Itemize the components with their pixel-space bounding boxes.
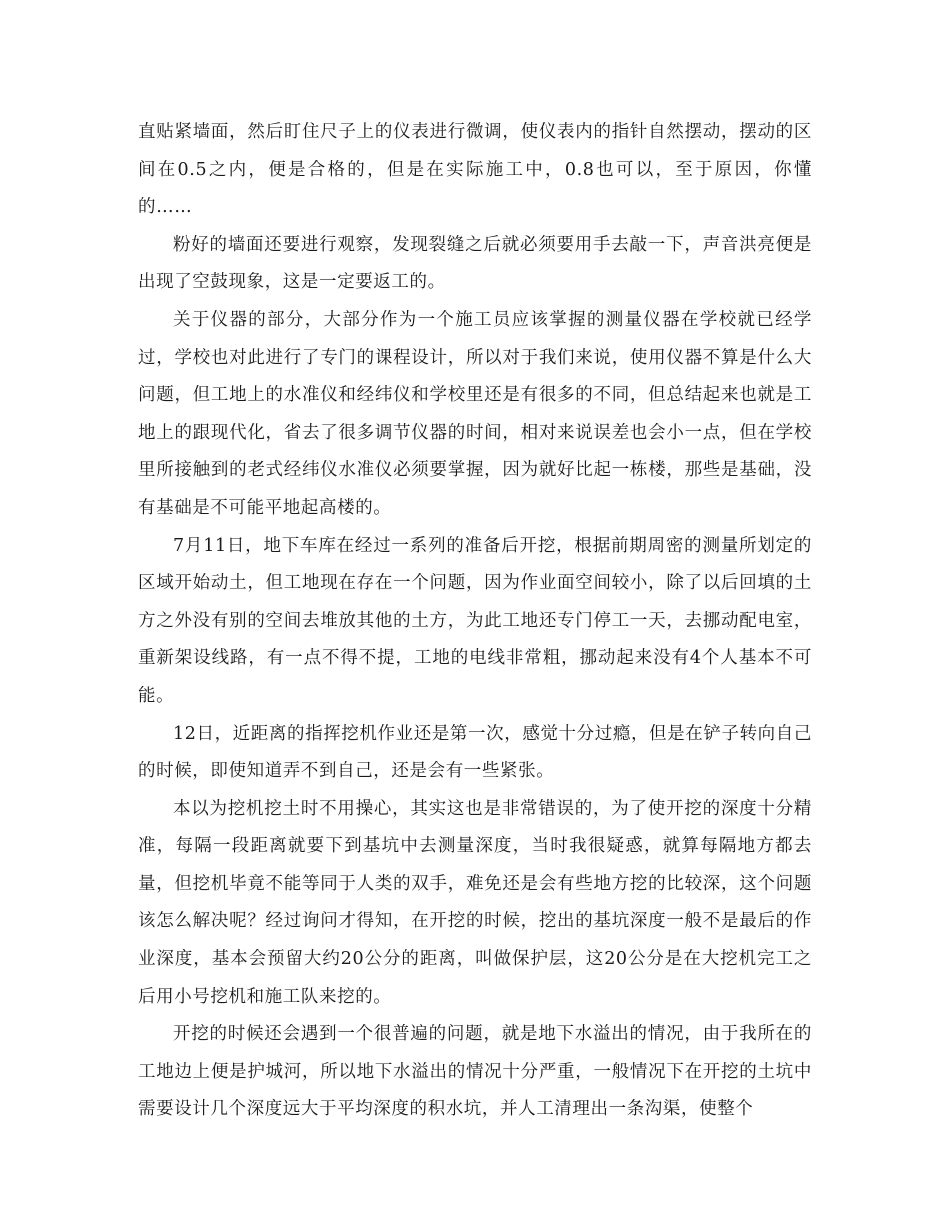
paragraph-july-11: 7月11日，地下车库在经过一系列的准备后开挖，根据前期周密的测量所划定的区域开始动土，但工地现在存在一个问题，因为作业面空间较小，除了以后回填的土方之外没有别的空间去堆放其他的土方，为此工地还专门停工一天，去挪动配电室，重新架设线路，有一点不得不提，工地的电线非常粗，挪动起来没有4个人基本不可能。 xyxy=(138,535,812,706)
paragraph-groundwater: 开挖的时候还会遇到一个很普遍的问题，就是地下水溢出的情况，由于我所在的工地边上便是护城河，所以地下水溢出的情况十分严重，一般情况下在开挖的土坑中需要设计几个深度远大于平均深度的积水坑，并人工清理出一条沟渠，使整个 xyxy=(138,1024,812,1120)
paragraph-instruments: 关于仪器的部分，大部分作为一个施工员应该掌握的测量仪器在学校就已经学过，学校也对此进行了专门的课程设计，所以对于我们来说，使用仪器不算是什么大问题，但工地上的水准仪和经纬仪和学校里还是有很多的不同，但总结起来也就是工地上的跟现代化，省去了很多调节仪器的时间，相对来说误差也会小一点，但在学校里所接触到的老式经纬仪水准仪必须要掌握，因为就好比起一栋楼，那些是基础，没有基础是不可能平地起高楼的。 xyxy=(138,309,812,518)
paragraph-wall-inspection: 粉好的墙面还要进行观察，发现裂缝之后就必须要用手去敲一下，声音洪亮便是出现了空鼓现象，这是一定要返工的。 xyxy=(138,234,812,293)
document-body xyxy=(138,114,812,1129)
paragraph-continued: 直贴紧墙面，然后盯住尺子上的仪表进行微调，使仪表内的指针自然摆动，摆动的区间在0.5之内，便是合格的，但是在实际施工中，0.8也可以，至于原因，你懂的…… xyxy=(138,122,812,218)
paragraph-excavation-depth: 本以为挖机挖土时不用操心，其实这也是非常错误的，为了使开挖的深度十分精准，每隔一段距离就要下到基坑中去测量深度，当时我很疑惑，就算每隔地方都去量，但挖机毕竟不能等同于人类的双手，难免还是会有些地方挖的比较深，这个问题该怎么解决呢？经过询问才得知，在开挖的时候，挖出的基坑深度一般不是最后的作业深度，基本会预留大约20公分的距离，叫做保护层，这20公分是在大挖机完工之后用小号挖机和施工队来挖的。 xyxy=(138,798,812,1007)
paragraph-day-12: 12日，近距离的指挥挖机作业还是第一次，感觉十分过瘾，但是在铲子转向自己的时候，即使知道弄不到自己，还是会有一些紧张。 xyxy=(138,723,812,782)
